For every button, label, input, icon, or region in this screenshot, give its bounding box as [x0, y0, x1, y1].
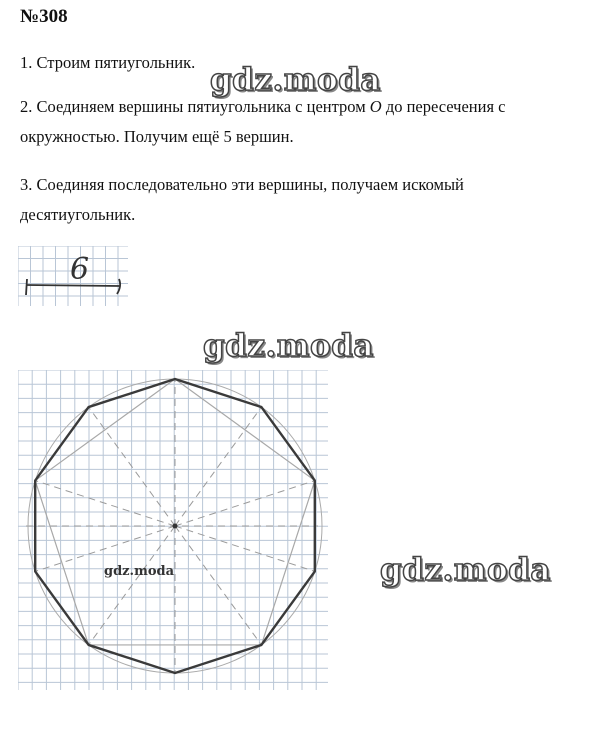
center-point-o [173, 524, 178, 529]
radius-line [35, 481, 175, 526]
segment-sketch [18, 246, 128, 306]
watermark-top: gdz.moda [210, 62, 381, 98]
step-2-text-line-1 [20, 97, 590, 117]
segment-label: 6 [70, 252, 90, 287]
watermark-small: gdz.moda [104, 564, 175, 579]
step-2-text-start: 2. Соединяем вершины пятиугольника с центром [20, 97, 366, 116]
watermark-right: gdz.moda [380, 552, 551, 588]
problem-number: №308 [20, 6, 68, 27]
step-1-text: 1. Строим пятиугольник. [20, 53, 196, 72]
step-2-text-line-2: окружностью. Получим ещё 5 вершин. [20, 127, 294, 146]
decagon-drawing [18, 370, 328, 690]
center-label: O [369, 97, 382, 116]
step-3-text-line-1: 3. Соединяя последовательно эти вершины, получаем искомый [20, 175, 464, 194]
segment-tick-left [26, 279, 27, 295]
step-2-text-end: до пересечения с [385, 97, 506, 116]
grid-paper [18, 370, 328, 690]
step-3-text-line-2: десятиугольник. [20, 205, 136, 224]
watermark-middle: gdz.moda [203, 328, 374, 364]
